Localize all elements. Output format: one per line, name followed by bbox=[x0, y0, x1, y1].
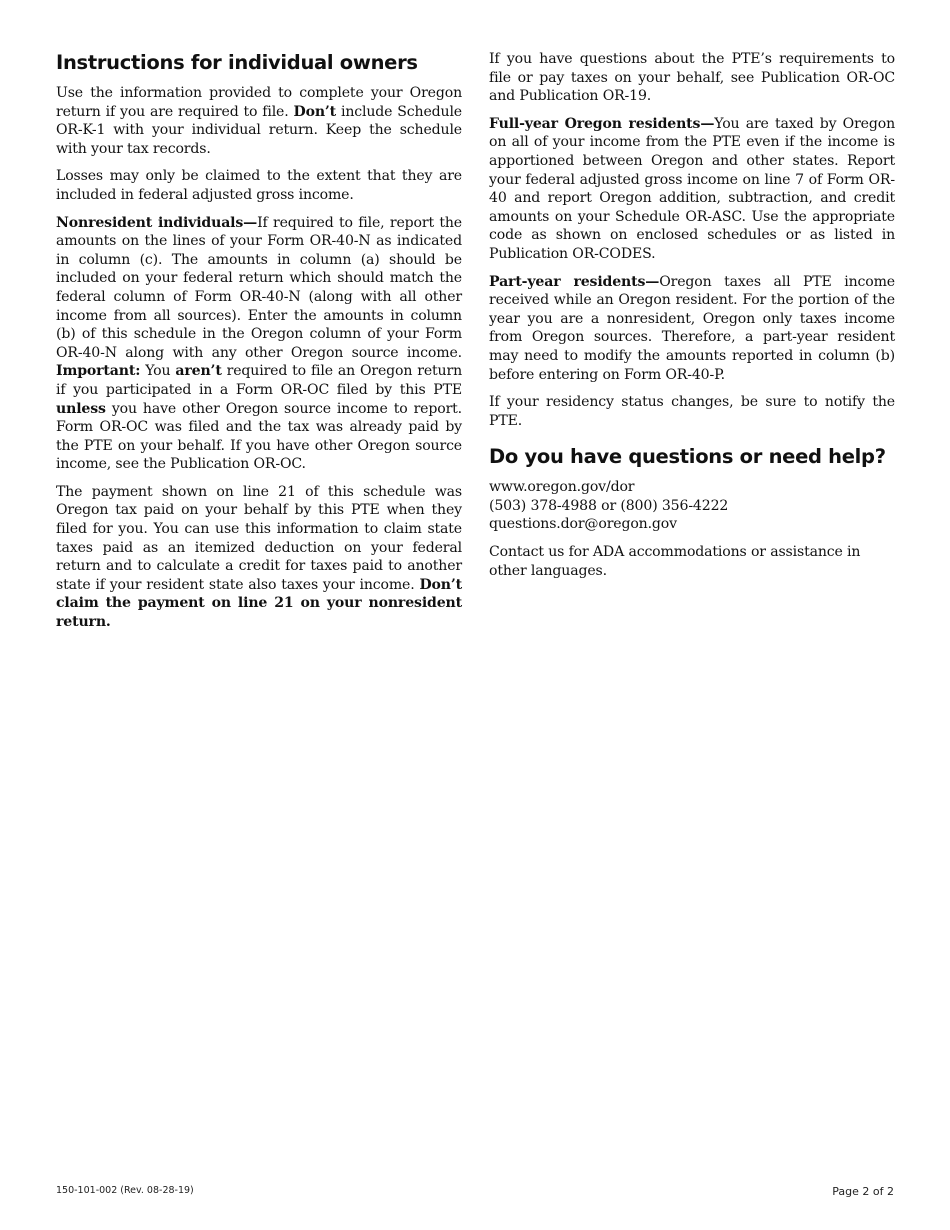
intro-dont: Don’t bbox=[293, 103, 337, 120]
pte-questions-paragraph: If you have questions about the PTE’s requirements to file or pay taxes on your behalf, see Publication OR-OC and Publication OR-19. bbox=[489, 51, 895, 105]
right-column bbox=[489, 50, 895, 589]
full-year-text: You are taxed by Oregon on all of your income from the PTE even if the income is apportioned between Oregon and other states. Report your federal adjusted gross income on line 7 of Form OR-40 and report Oregon addition, subtraction, and credit amounts on your Schedule OR-ASC. Use the appropriate code as shown on enclosed schedules or as listed in Publication OR-CODES. bbox=[489, 115, 896, 262]
full-year-label: Full-year Oregon residents— bbox=[489, 115, 715, 132]
residency-change-paragraph: If your residency status changes, be sure to notify the PTE. bbox=[489, 394, 895, 429]
left-column bbox=[56, 50, 462, 641]
part-year-text: Oregon taxes all PTE income received while an Oregon resident. For the portion of the year you are a nonresident, Oregon only taxes income from Oregon sources. Therefore, a part-year resident may need to modify the amounts reported in column (b) before entering on Form OR-40-P. bbox=[489, 273, 895, 383]
intro-text-a: Use the information provided to complete your Oregon return if you are required to file. bbox=[56, 85, 462, 120]
payment-text-a: The payment shown on line 21 of this schedule was Oregon tax paid on your behalf by this PTE when they filed for you. You can use this information to claim state taxes paid as an itemized deduction on your federal return and to calculate a credit for taxes paid to another state if your resident state also taxes your income. bbox=[56, 483, 462, 593]
nonresident-paragraph bbox=[56, 214, 462, 474]
phone-numbers: (503) 378-4988 or (800) 356-4222 bbox=[489, 497, 729, 514]
contact-lines bbox=[489, 478, 895, 534]
nonresident-text-g: you have other Oregon source income to report. Form OR-OC was filed and the tax was already paid by the PTE on your behalf. If you have other Oregon source income, see the Publication OR-OC. bbox=[56, 400, 462, 473]
instructions-heading: Instructions for individual owners bbox=[56, 51, 418, 74]
website-link[interactable]: www.oregon.gov/dor bbox=[489, 479, 635, 496]
help-heading: Do you have questions or need help? bbox=[489, 445, 886, 469]
losses-paragraph: Losses may only be claimed to the extent that they are included in federal adjusted gross income. bbox=[56, 168, 462, 203]
unless-emphasis: unless bbox=[56, 400, 106, 417]
form-number: 150-101-002 (Rev. 08-28-19) bbox=[56, 1185, 194, 1196]
important-label: Important: bbox=[56, 363, 141, 380]
page-number: Page 2 of 2 bbox=[832, 1185, 894, 1198]
nonresident-text-c: You bbox=[140, 363, 176, 380]
payment-warning: Don’t claim the payment on line 21 on your nonresident return. bbox=[56, 576, 462, 631]
part-year-paragraph bbox=[489, 273, 895, 385]
email-link[interactable]: questions.dor@oregon.gov bbox=[489, 516, 677, 533]
intro-text-c: include Schedule OR-K-1 with your individual return. Keep the schedule with your tax records. bbox=[56, 103, 462, 157]
arent-emphasis: aren’t bbox=[175, 363, 222, 380]
contact-block bbox=[489, 478, 895, 580]
nonresident-label: Nonresident individuals— bbox=[56, 214, 258, 231]
nonresident-text-e: required to file an Oregon return if you participated in a Form OR-OC filed by this PTE bbox=[56, 363, 462, 398]
intro-paragraph bbox=[56, 84, 462, 158]
payment-paragraph bbox=[56, 483, 462, 632]
part-year-label: Part-year residents— bbox=[489, 273, 660, 290]
ada-paragraph: Contact us for ADA accommodations or assistance in other languages. bbox=[489, 544, 861, 579]
full-year-paragraph bbox=[489, 115, 895, 264]
nonresident-text-a: If required to file, report the amounts on the lines of your Form OR-40-N as indicated in column (c). The amounts in column (a) should be included on your federal return which should match the federal column of Form OR-40-N (along with all other income from all sources). Enter the amounts in column (b) of this schedule in the Oregon column of your Form OR-40-N along with any other Oregon source income. bbox=[56, 214, 462, 361]
